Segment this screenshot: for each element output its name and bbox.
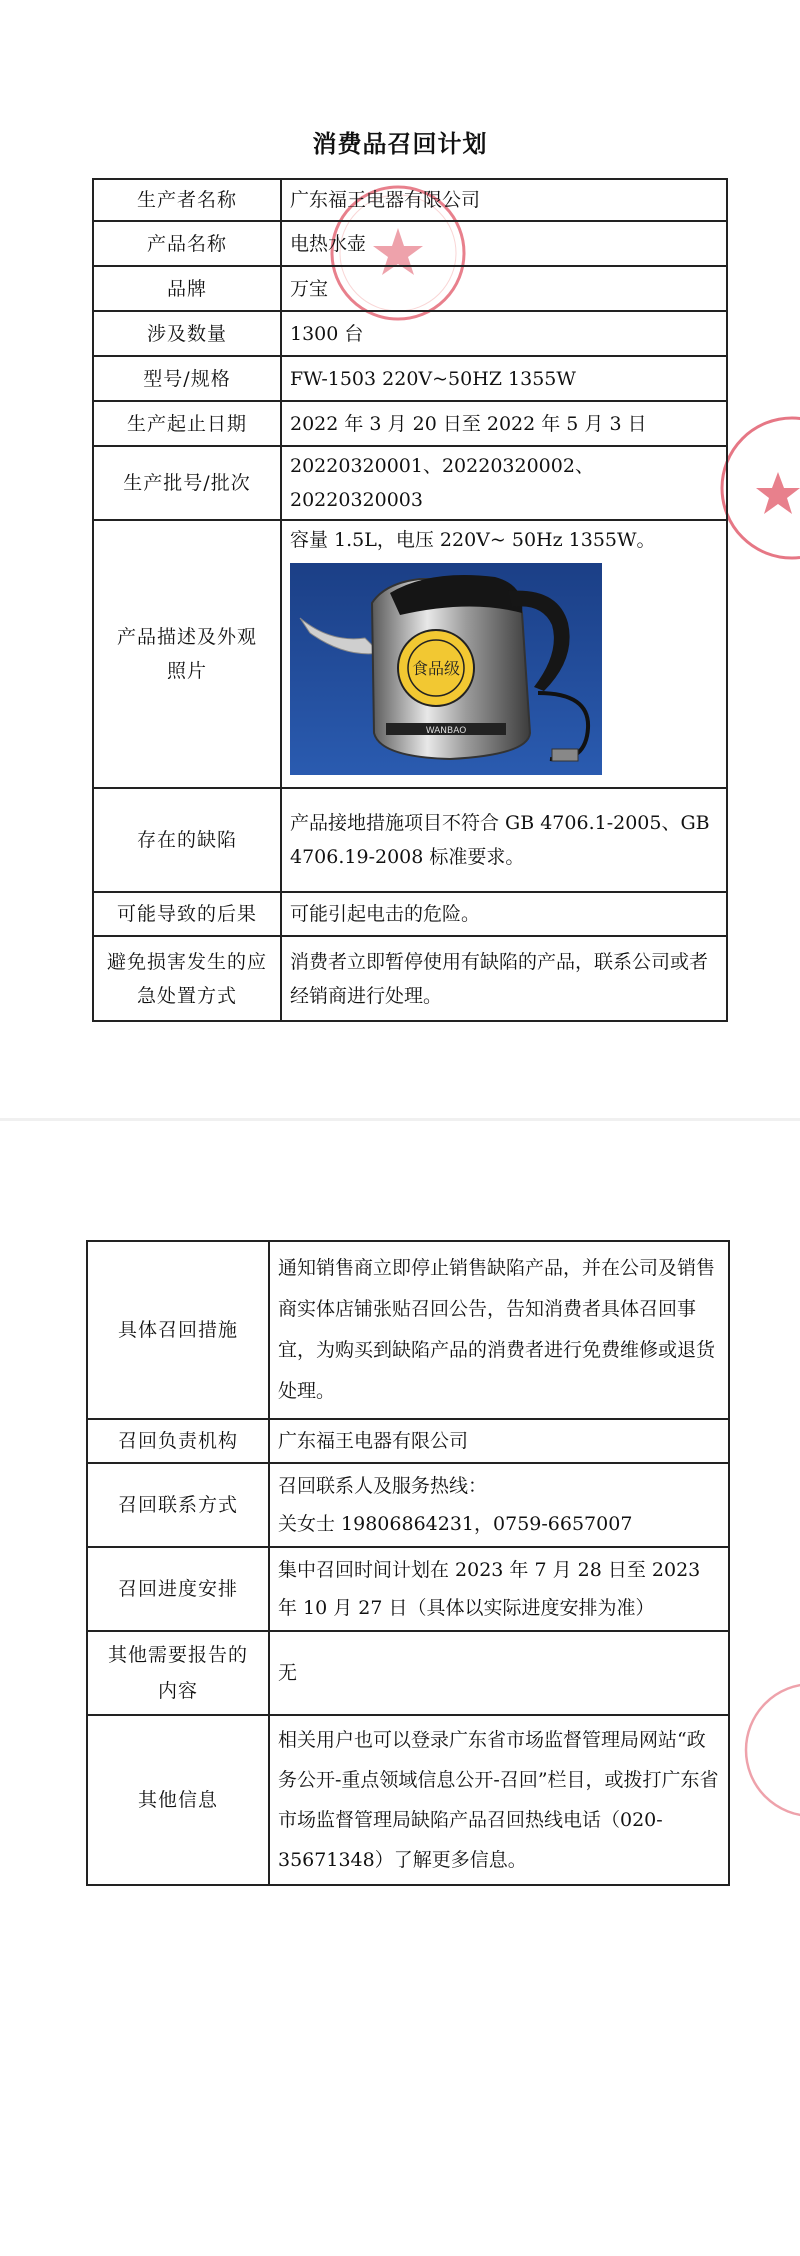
label-batch: 生产批号/批次 bbox=[93, 446, 281, 520]
label-other-report: 其他需要报告的内容 bbox=[87, 1631, 269, 1715]
label-production-dates: 生产起止日期 bbox=[93, 401, 281, 446]
label-contact: 召回联系方式 bbox=[87, 1463, 269, 1547]
value-recall-measures: 通知销售商立即停止销售缺陷产品，并在公司及销售商实体店铺张贴召回公告，告知消费者具体召回事宜，为购买到缺陷产品的消费者进行免费维修或退货处理。 bbox=[269, 1241, 729, 1419]
value-other-report: 无 bbox=[269, 1631, 729, 1715]
value-quantity: 1300 台 bbox=[281, 311, 727, 356]
value-description bbox=[281, 520, 727, 788]
value-consequence: 可能引起电击的危险。 bbox=[281, 892, 727, 936]
label-other-info: 其他信息 bbox=[87, 1715, 269, 1885]
label-description: 产品描述及外观照片 bbox=[93, 520, 281, 788]
label-defect: 存在的缺陷 bbox=[93, 788, 281, 892]
photo-label-text: 食品级 bbox=[411, 659, 461, 678]
recall-info-table bbox=[92, 178, 728, 1022]
value-manufacturer: 广东福王电器有限公司 bbox=[281, 179, 727, 221]
recall-measures-table bbox=[86, 1240, 730, 1886]
value-contact bbox=[269, 1463, 729, 1547]
label-quantity: 涉及数量 bbox=[93, 311, 281, 356]
description-text: 容量 1.5L，电压 220V~ 50Hz 1355W。 bbox=[290, 529, 656, 551]
value-product-name: 电热水壶 bbox=[281, 221, 727, 266]
label-consequence: 可能导致的后果 bbox=[93, 892, 281, 936]
value-emergency-action: 消费者立即暂停使用有缺陷的产品，联系公司或者经销商进行处理。 bbox=[281, 936, 727, 1021]
label-recall-measures: 具体召回措施 bbox=[87, 1241, 269, 1419]
value-defect: 产品接地措施项目不符合 GB 4706.1-2005、GB 4706.19-2008 标准要求。 bbox=[281, 788, 727, 892]
value-model: FW-1503 220V~50HZ 1355W bbox=[281, 356, 727, 401]
page-divider bbox=[0, 1118, 800, 1121]
page-title: 消费品召回计划 bbox=[312, 130, 488, 158]
value-brand: 万宝 bbox=[281, 266, 727, 311]
label-schedule: 召回进度安排 bbox=[87, 1547, 269, 1631]
label-manufacturer: 生产者名称 bbox=[93, 179, 281, 221]
product-photo bbox=[290, 563, 602, 775]
value-production-dates: 2022 年 3 月 20 日至 2022 年 5 月 3 日 bbox=[281, 401, 727, 446]
label-brand: 品牌 bbox=[93, 266, 281, 311]
value-other-info: 相关用户也可以登录广东省市场监督管理局网站“政务公开-重点领域信息公开-召回”栏目，或拨打广东省市场监督管理局缺陷产品召回热线电话（020-35671348）了解更多信息。 bbox=[269, 1715, 729, 1885]
label-product-name: 产品名称 bbox=[93, 221, 281, 266]
label-emergency-action: 避免损害发生的应急处置方式 bbox=[93, 936, 281, 1021]
label-responsible-org: 召回负责机构 bbox=[87, 1419, 269, 1463]
contact-heading: 召回联系人及服务热线： bbox=[278, 1475, 488, 1497]
value-schedule: 集中召回时间计划在 2023 年 7 月 28 日至 2023 年 10 月 27 日（具体以实际进度安排为准） bbox=[269, 1547, 729, 1631]
value-responsible-org: 广东福王电器有限公司 bbox=[269, 1419, 729, 1463]
contact-person: 关女士 19806864231，0759-6657007 bbox=[278, 1513, 633, 1535]
value-batch: 20220320001、20220320002、20220320003 bbox=[281, 446, 727, 520]
label-model: 型号/规格 bbox=[93, 356, 281, 401]
photo-brand-text: WANBAO bbox=[425, 726, 467, 736]
